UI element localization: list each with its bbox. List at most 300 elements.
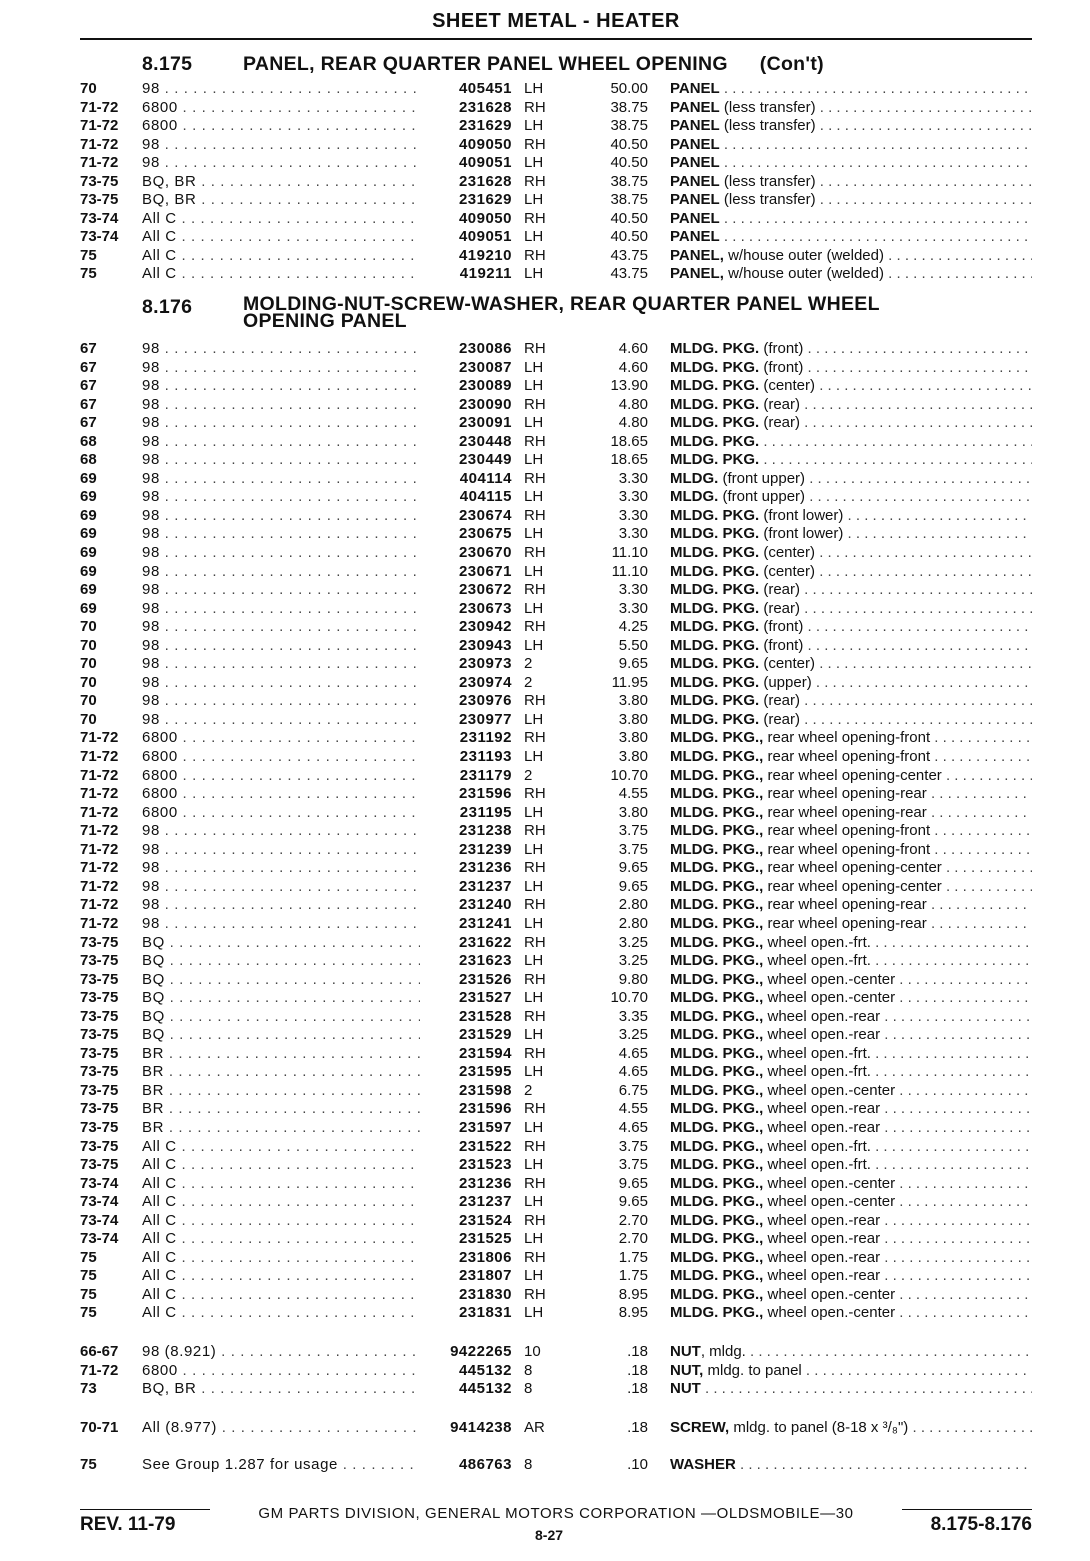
parts-row [80,1456,1032,1475]
part-number: 231598 [458,1081,512,1099]
price: 4.25 [618,618,648,636]
parts-list-8176-nuts [80,1343,1032,1399]
parts-row [80,989,1032,1008]
model-year: 69 [80,544,97,562]
part-note: w/house outer (welded) [723,265,884,283]
part-name: PANEL [670,228,720,246]
parts-row [80,488,1032,507]
part-description [670,173,1032,192]
part-name: MLDG. PKG. [670,432,760,450]
parts-row [80,878,1032,897]
parts-row [80,692,1032,711]
part-name: NUT, [670,1361,704,1379]
part-note: (front lower) [759,525,844,543]
part-name: MLDG. PKG., [670,1044,764,1062]
quantity: RH [524,692,546,710]
part-note: (front) [759,358,804,376]
part-number: 230977 [458,710,512,728]
part-note: wheel open.-rear [763,1026,881,1044]
price: .18 [627,1419,648,1436]
price: 3.30 [618,599,648,617]
model-code: BQ, BR . . . [142,191,420,210]
part-description [670,878,1032,897]
model-code: BQ . . . [142,952,420,971]
part-name: MLDG. PKG., [670,1285,764,1303]
model-code: BQ . . . [142,1026,420,1045]
model-code: 6800 . . . [142,1362,420,1381]
part-description [670,971,1032,990]
part-name: MLDG. PKG. [670,655,760,673]
part-number: 231628 [458,172,512,190]
part-description [670,934,1032,953]
quantity: LH [524,710,544,728]
model-year: 73-74 [80,228,119,246]
part-description [670,748,1032,767]
model-year: 71-72 [80,914,119,932]
price: 3.75 [618,1156,648,1174]
part-name: MLDG. PKG. [670,358,760,376]
model-code: 98 . . . [142,488,420,507]
quantity: RH [524,395,546,413]
header-rule [80,38,1032,40]
price: 4.80 [618,414,648,432]
price: 43.75 [610,265,648,283]
model-year: 67 [80,395,97,413]
price: 38.75 [610,191,648,209]
part-number: 230673 [458,599,512,617]
part-note: wheel open.-rear [763,1267,881,1285]
model-year: 69 [80,469,97,487]
part-number: 9422265 [450,1343,512,1360]
model-code: See Group 1.287 for usage . . . [142,1456,420,1475]
part-description [670,154,1032,173]
model-year: 73-74 [80,1193,119,1211]
part-number: 231526 [458,970,512,988]
part-description [670,952,1032,971]
model-year: 66-67 [80,1343,119,1360]
model-year: 67 [80,340,97,357]
model-code: 98 . . . [142,841,420,860]
part-description [670,563,1032,582]
parts-row [80,340,1032,359]
part-number: 230086 [458,340,512,357]
parts-row [80,247,1032,266]
part-description [670,637,1032,656]
model-year: 71-72 [80,859,119,877]
quantity: RH [524,785,546,803]
price: 9.65 [618,1174,648,1192]
price: 3.30 [618,488,648,506]
part-description [670,729,1032,748]
part-description [670,692,1032,711]
part-name: PANEL [670,154,720,172]
part-name: MLDG. PKG., [670,1118,764,1136]
parts-row [80,1267,1032,1286]
model-year: 71-72 [80,98,119,116]
price: 6.75 [618,1081,648,1099]
part-note: wheel open.-rear [763,1100,881,1118]
model-code: All C . . . [142,247,420,266]
price: 18.65 [610,432,648,450]
part-description [670,544,1032,563]
part-name: MLDG. PKG., [670,785,764,803]
model-code: 6800 . . . [142,748,420,767]
part-note: mldg. to panel [703,1361,802,1379]
price: 13.90 [610,377,648,395]
part-description [670,767,1032,786]
part-number: 231595 [458,1063,512,1081]
parts-list-8176-washers [80,1456,1032,1475]
part-number: 230087 [458,358,512,376]
part-name: MLDG. PKG., [670,1304,764,1322]
part-note: rear wheel opening-rear [763,896,927,914]
price: 3.80 [618,692,648,710]
quantity: LH [524,117,544,135]
part-note: (front) [759,636,804,654]
quantity: LH [524,989,544,1007]
model-year: 73-75 [80,1081,119,1099]
parts-row [80,1304,1032,1323]
part-number: 231596 [458,785,512,803]
part-note: w/house outer (welded) [723,246,884,264]
quantity: LH [524,748,544,766]
model-code: 98 . . . [142,859,420,878]
part-number: 231596 [458,1100,512,1118]
model-year: 73-75 [80,1063,119,1081]
parts-row [80,637,1032,656]
model-code: All C . . . [142,1286,420,1305]
parts-row [80,1286,1032,1305]
part-note: wheel open.-center [763,1304,896,1322]
model-code: 98 . . . [142,340,420,359]
part-description [670,1380,1032,1399]
model-year: 73-74 [80,1230,119,1248]
part-number: 231628 [458,98,512,116]
part-name: MLDG. PKG. [670,710,760,728]
part-number: 231597 [458,1118,512,1136]
quantity: LH [524,1230,544,1248]
model-year: 71-72 [80,896,119,914]
model-code: All C . . . [142,265,420,284]
quantity: RH [524,896,546,914]
quantity: RH [524,933,546,951]
part-description [670,711,1032,730]
model-code: 98 . . . [142,507,420,526]
model-year: 73-75 [80,1156,119,1174]
quantity: LH [524,840,544,858]
part-description [670,655,1032,674]
part-name: MLDG. PKG. [670,395,760,413]
quantity: RH [524,209,546,227]
part-number: 231195 [459,803,512,821]
part-name: MLDG. PKG., [670,1156,764,1174]
quantity: RH [524,822,546,840]
part-note: wheel open.-frt. [763,1044,871,1062]
model-year: 73-75 [80,1118,119,1136]
price: 2.70 [618,1211,648,1229]
price: 3.30 [618,469,648,487]
part-name: MLDG. PKG., [670,1026,764,1044]
part-name: NUT [670,1343,701,1360]
quantity: LH [524,358,544,376]
model-year: 70 [80,710,97,728]
price: 4.80 [618,395,648,413]
part-note: (center) [759,562,816,580]
model-year: 71-72 [80,117,119,135]
part-description [670,136,1032,155]
model-code: All C . . . [142,1304,420,1323]
revision-date: REV. 11-79 [80,1514,176,1535]
price: 11.95 [611,673,648,691]
part-note: wheel open.-center [763,1174,896,1192]
part-name: MLDG. PKG., [670,1248,764,1266]
parts-row [80,1156,1032,1175]
part-description [670,377,1032,396]
model-code: All C . . . [142,1267,420,1286]
model-code: 98 . . . [142,674,420,693]
model-code: BR . . . [142,1119,420,1138]
part-name: MLDG. PKG., [670,1230,764,1248]
quantity: RH [524,1007,546,1025]
part-description [670,989,1032,1008]
parts-row [80,1230,1032,1249]
model-year: 70 [80,673,97,691]
quantity: LH [524,414,544,432]
model-year: 71-72 [80,154,119,172]
part-number: 231528 [458,1007,512,1025]
part-description [670,433,1032,452]
part-description [670,1175,1032,1194]
model-code: All C . . . [142,1212,420,1231]
part-note: wheel open.-center [763,970,896,988]
parts-row [80,228,1032,247]
price: 3.30 [618,506,648,524]
part-name: MLDG. PKG. [670,414,760,432]
parts-row [80,711,1032,730]
quantity: AR [524,1419,545,1436]
part-name: MLDG. PKG., [670,952,764,970]
model-code: 98 . . . [142,359,420,378]
part-description [670,804,1032,823]
part-note: rear wheel opening-front [763,729,931,747]
model-year: 69 [80,525,97,543]
part-description [670,1082,1032,1101]
model-code: 98 . . . [142,563,420,582]
model-code: 98 . . . [142,136,420,155]
part-name: MLDG. PKG. [670,506,760,524]
part-note: wheel open.-rear [763,1230,881,1248]
model-code: All C . . . [142,1175,420,1194]
part-note: (less transfer) [719,98,816,116]
part-name: MLDG. PKG., [670,1174,764,1192]
model-year: 67 [80,358,97,376]
model-year: 73-75 [80,191,119,209]
model-year: 73-75 [80,989,119,1007]
part-description [670,1419,1032,1438]
part-name: MLDG. PKG. [670,636,760,654]
parts-row [80,804,1032,823]
part-name: PANEL, [670,265,724,283]
model-code: 98 . . . [142,581,420,600]
part-name: MLDG. PKG., [670,1007,764,1025]
model-year: 71-72 [80,822,119,840]
quantity: LH [524,1156,544,1174]
part-number: 231525 [458,1230,512,1248]
model-year: 71-72 [80,877,119,895]
part-name: MLDG. PKG., [670,1063,764,1081]
model-year: 73-75 [80,933,119,951]
part-note: , mldg. [700,1343,746,1360]
part-description [670,915,1032,934]
model-year: 75 [80,265,97,283]
price: 40.50 [610,154,648,172]
parts-row [80,581,1032,600]
quantity: LH [524,1118,544,1136]
part-number: 230974 [458,673,512,691]
part-note: (rear) [759,581,801,599]
quantity: RH [524,618,546,636]
part-number: 231594 [458,1044,512,1062]
model-year: 70 [80,618,97,636]
price: 8.95 [618,1285,648,1303]
price: 10.70 [610,766,648,784]
quantity: RH [524,859,546,877]
part-number: 230674 [458,506,512,524]
parts-row [80,359,1032,378]
price: 4.60 [618,358,648,376]
model-code: BR . . . [142,1063,420,1082]
model-year: 69 [80,488,97,506]
part-note: (front) [759,618,804,636]
part-name: MLDG. PKG. [670,692,760,710]
model-year: 71-72 [80,766,119,784]
quantity: RH [524,1044,546,1062]
price: 3.75 [618,1137,648,1155]
model-code: 98 . . . [142,915,420,934]
quantity: LH [524,377,544,395]
part-name: MLDG. PKG. [670,340,760,357]
model-code: BQ, BR . . . [142,1380,420,1399]
part-number: 231179 [459,766,512,784]
part-name: MLDG. PKG. [670,673,760,691]
part-name: MLDG. PKG. [670,618,760,636]
model-year: 71-72 [80,803,119,821]
part-description [670,1193,1032,1212]
part-name: PANEL [670,172,720,190]
part-description [670,1100,1032,1119]
price: .18 [627,1343,648,1360]
model-code: All C . . . [142,210,420,229]
part-name: PANEL, [670,246,724,264]
model-code: All C . . . [142,1138,420,1157]
part-number: 231240 [458,896,512,914]
parts-row [80,396,1032,415]
part-note: (less transfer) [719,172,816,190]
part-description [670,859,1032,878]
quantity: LH [524,154,544,172]
quantity: LH [524,1304,544,1322]
quantity: LH [524,803,544,821]
part-number: 231831 [458,1304,512,1322]
quantity: RH [524,432,546,450]
part-number: 231629 [458,117,512,135]
part-note: rear wheel opening-rear [763,785,927,803]
page-number: 8-27 [535,1527,564,1543]
part-name: MLDG. PKG. [670,525,760,543]
price: 40.50 [610,228,648,246]
part-description [670,80,1032,99]
part-note: (upper) [759,673,812,691]
part-number: 445132 [458,1380,512,1398]
part-name: MLDG. PKG., [670,1267,764,1285]
part-description [670,1045,1032,1064]
part-number: 409050 [458,209,512,227]
part-description [670,210,1032,229]
model-year: 69 [80,506,97,524]
model-year: 68 [80,432,97,450]
part-number: 445132 [458,1361,512,1379]
parts-row [80,952,1032,971]
quantity: LH [524,877,544,895]
part-number: 230449 [458,451,512,469]
part-note: wheel open.-center [763,1193,896,1211]
part-number: 230973 [458,655,512,673]
part-number: 231236 [458,1174,512,1192]
price: 9.65 [618,877,648,895]
parts-row [80,1008,1032,1027]
part-number: 404114 [459,469,512,487]
quantity: RH [524,98,546,116]
part-number: 231193 [459,748,512,766]
quantity: 2 [524,673,533,691]
model-year: 71-72 [80,840,119,858]
part-description [670,618,1032,637]
part-name: MLDG. PKG., [670,766,764,784]
parts-row [80,451,1032,470]
part-number: 409051 [458,228,512,246]
price: 3.80 [618,748,648,766]
part-number: 409051 [458,154,512,172]
part-description [670,1456,1032,1475]
model-code: 98 . . . [142,655,420,674]
part-number: 231239 [458,840,512,858]
model-code: BQ . . . [142,934,420,953]
parts-row [80,99,1032,118]
model-year: 75 [80,1285,97,1303]
model-year: 71-72 [80,1361,119,1379]
quantity: RH [524,1285,546,1303]
model-year: 71-72 [80,135,119,153]
part-note: wheel open.-rear [763,1118,881,1136]
price: 3.25 [618,933,648,951]
part-name: MLDG. PKG., [670,914,764,932]
model-code: BR . . . [142,1082,420,1101]
part-number: 230090 [458,395,512,413]
part-note: rear wheel opening-front [763,822,931,840]
model-code: 6800 . . . [142,785,420,804]
part-note: wheel open.-center [763,1081,896,1099]
quantity: RH [524,544,546,562]
model-year: 68 [80,451,97,469]
parts-row [80,767,1032,786]
price: .18 [627,1380,648,1398]
part-number: 405451 [458,80,512,97]
part-note: wheel open.-center [763,989,896,1007]
part-note: rear wheel opening-center [763,877,942,895]
parts-row [80,377,1032,396]
part-note: (center) [759,544,816,562]
parts-row [80,1212,1032,1231]
